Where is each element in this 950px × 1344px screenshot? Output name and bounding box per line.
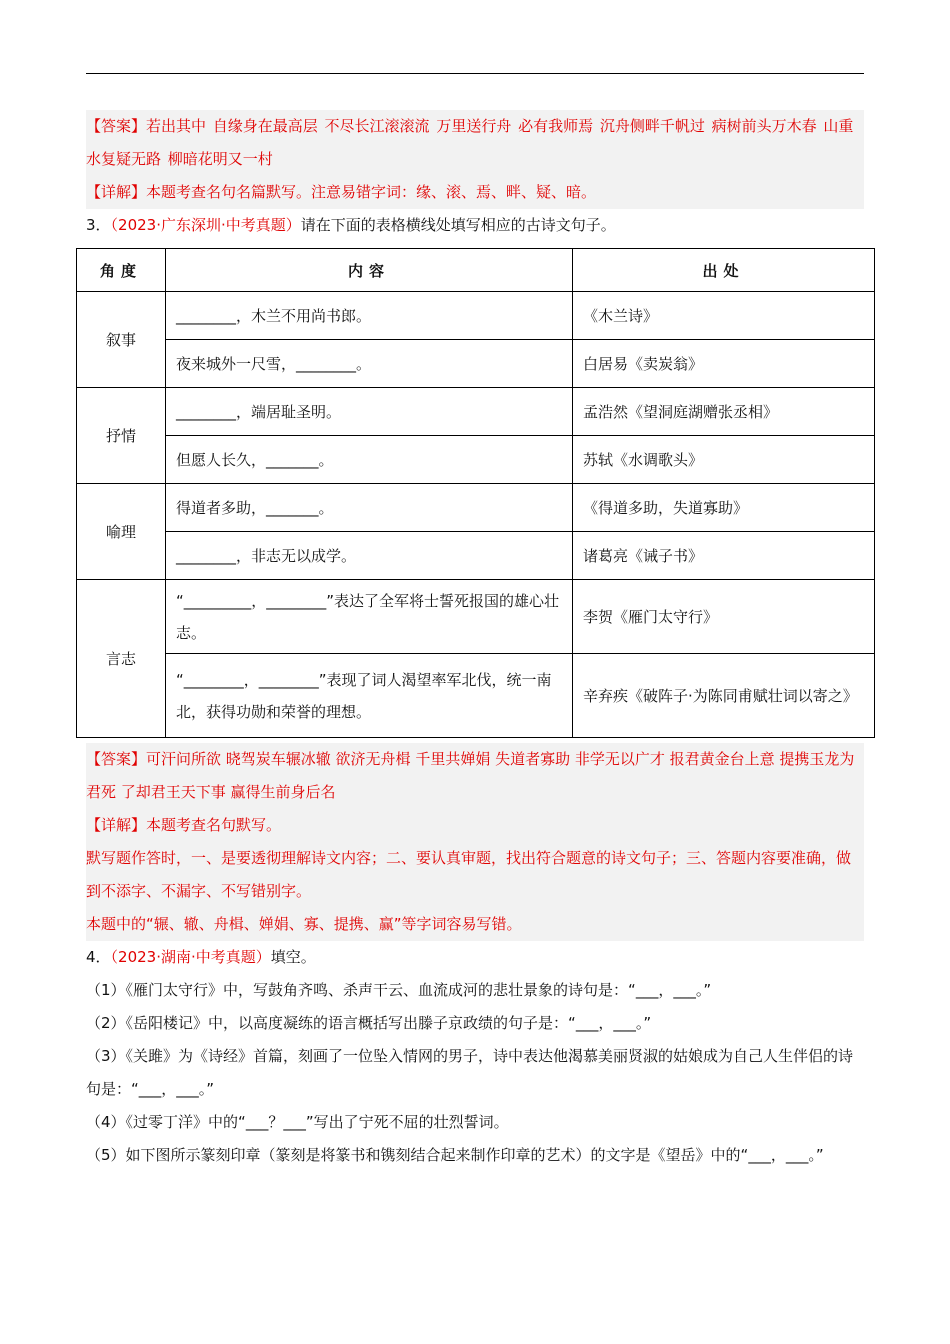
table-row	[77, 654, 875, 738]
detail-label: 【详解】	[86, 183, 147, 201]
table-row	[77, 292, 875, 340]
content-cell: ________，非志无以成学。	[166, 532, 573, 580]
table-header-row	[77, 249, 875, 292]
poem-table	[76, 248, 875, 738]
question-text: 请在下面的表格横线处填写相应的古诗文句子。	[300, 216, 616, 234]
question-number: 3．	[86, 216, 111, 234]
content-cell: ________，木兰不用尚书郎。	[166, 292, 573, 340]
source-cell: 孟浩然《望洞庭湖赠张丞相》	[573, 388, 875, 436]
header-rule	[86, 73, 864, 74]
source-cell: 诸葛亮《诫子书》	[573, 532, 875, 580]
source-cell: 辛弃疾《破阵子·为陈同甫赋壮词以寄之》	[573, 654, 875, 738]
header-content: 内容	[166, 249, 573, 292]
answer-text: 若出其中 自缘身在最高层 不尽长江滚滚流 万里送行舟 必有我师焉 沉舟侧畔千帆过 病树前头万木春 山重水复疑无路 柳暗花明又一村	[86, 117, 854, 168]
table-row	[77, 532, 875, 580]
content-cell: “________，________”表现了词人渴望率军北伐，统一南北，获得功勋和荣誉的理想。	[166, 654, 573, 738]
question-4-item-2: （2）《岳阳楼记》中，以高度凝练的语言概括写出滕子京政绩的句子是：“___，___。”	[86, 1014, 652, 1032]
detail-text: 本题考查名句默写。	[146, 816, 282, 834]
source-cell: 苏轼《水调歌头》	[573, 436, 875, 484]
source-cell: 《木兰诗》	[573, 292, 875, 340]
angle-cell: 喻理	[77, 484, 166, 580]
content-cell: 得道者多助，_______。	[166, 484, 573, 532]
detail-block-q2	[86, 176, 864, 209]
question-4-item-5: （5）如下图所示篆刻印章（篆刻是将篆书和镌刻结合起来制作印章的艺术）的文字是《望岳》中的“___，___。”	[86, 1146, 824, 1164]
detail-line-2: 默写题作答时，一、是要透彻理解诗文内容；二、要认真审题，找出符合题意的诗文句子；三、答题内容要准确，做到不添字、不漏字、不写错别字。	[86, 849, 852, 900]
answer-block-q2	[86, 110, 864, 176]
content-cell: 夜来城外一尺雪，________。	[166, 340, 573, 388]
content-cell: ________，端居耻圣明。	[166, 388, 573, 436]
content-cell: “_________，________”表达了全军将士誓死报国的雄心壮志。	[166, 580, 573, 654]
angle-cell: 叙事	[77, 292, 166, 388]
detail-block-q3	[86, 809, 864, 941]
question-4	[86, 941, 864, 974]
table-row	[77, 340, 875, 388]
question-3	[86, 209, 864, 242]
table-row	[77, 436, 875, 484]
question-4-item-4: （4）《过零丁洋》中的“___？___”写出了宁死不屈的壮烈誓词。	[86, 1113, 509, 1131]
angle-cell: 言志	[77, 580, 166, 738]
question-number: 4．	[86, 948, 111, 966]
answer-label: 【答案】	[86, 117, 147, 135]
question-source: （2023·广东深圳·中考真题）	[110, 216, 301, 234]
detail-text: 本题考查名句名篇默写。注意易错字词：缘、滚、焉、畔、疑、暗。	[146, 183, 597, 201]
detail-line-1	[86, 809, 864, 842]
question-4-item-3: （3）《关雎》为《诗经》首篇，刻画了一位坠入情网的男子，诗中表达他渴慕美丽贤淑的姑娘成为自己人生伴侣的诗句是：“___，___。”	[86, 1047, 854, 1098]
question-source: （2023·湖南·中考真题）	[110, 948, 271, 966]
detail-label: 【详解】	[86, 816, 147, 834]
header-angle: 角度	[77, 249, 166, 292]
question-4-item-1: （1）《雁门太守行》中，写鼓角齐鸣、杀声干云、血流成河的悲壮景象的诗句是：“___，___。”	[86, 981, 712, 999]
answer-label: 【答案】	[86, 750, 147, 768]
answer-text: 可汗问所欲 晓驾炭车辗冰辙 欲济无舟楫 千里共婵娟 失道者寡助 非学无以广才 报君黄金台上意 提携玉龙为君死 了却君王天下事 赢得生前身后名	[86, 750, 855, 801]
table-row	[77, 580, 875, 654]
detail-line-3: 本题中的“辗、辙、舟楫、婵娟、寡、提携、赢”等字词容易写错。	[86, 915, 522, 933]
source-cell: 《得道多助，失道寡助》	[573, 484, 875, 532]
source-cell: 白居易《卖炭翁》	[573, 340, 875, 388]
table-row	[77, 388, 875, 436]
question-text: 填空。	[270, 948, 316, 966]
answer-block-q3	[86, 743, 864, 809]
source-cell: 李贺《雁门太守行》	[573, 580, 875, 654]
header-source: 出处	[573, 249, 875, 292]
content-cell: 但愿人长久，_______。	[166, 436, 573, 484]
table-row	[77, 484, 875, 532]
angle-cell: 抒情	[77, 388, 166, 484]
